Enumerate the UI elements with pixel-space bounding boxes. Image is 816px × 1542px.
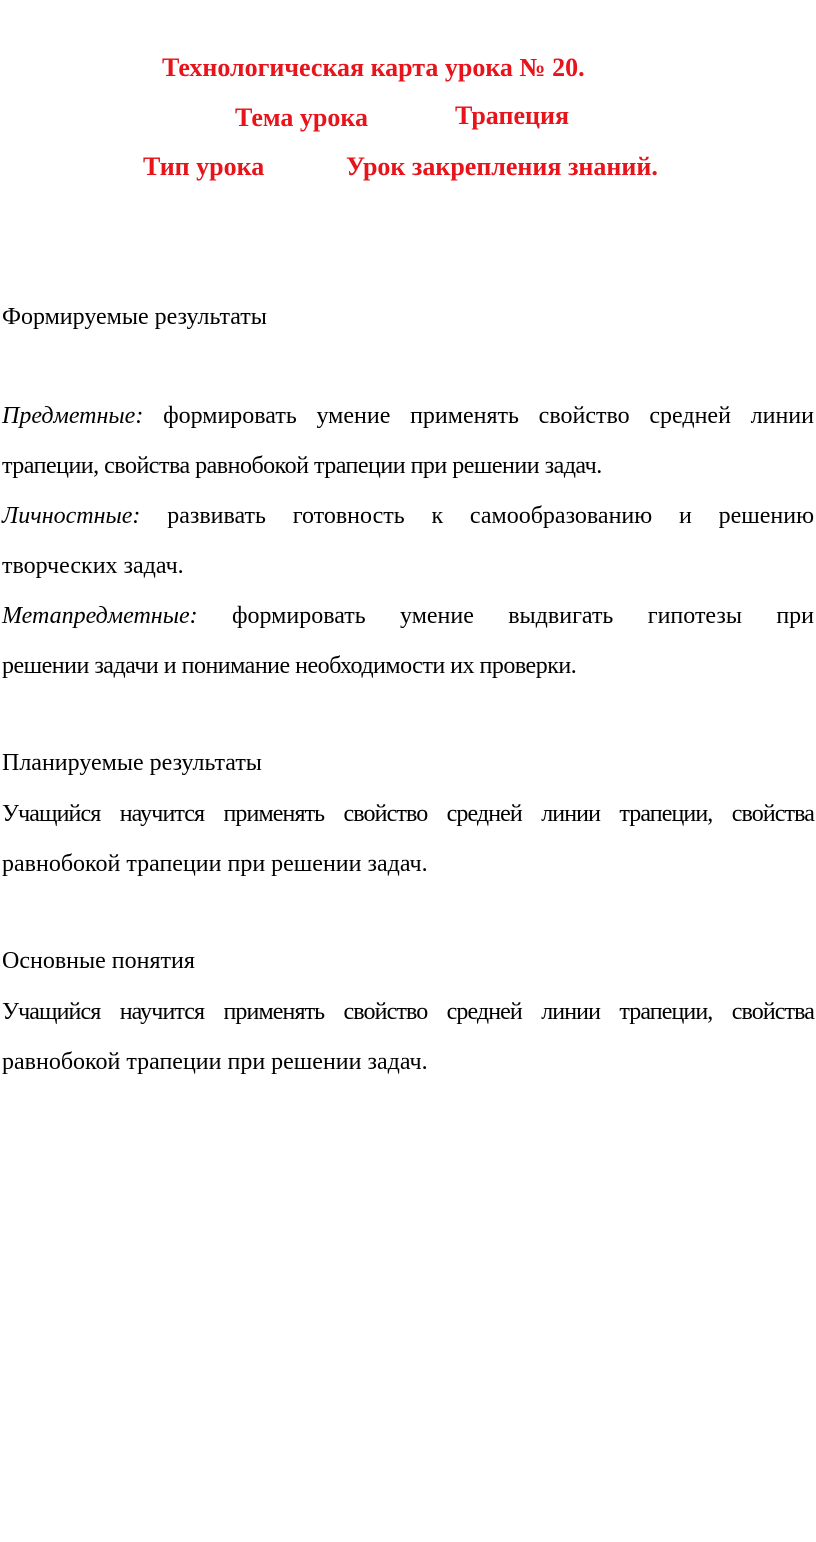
meta-results-text-2: решении задачи и понимание необходимости их проверки. [2,653,577,679]
personal-results-text-2: творческих задач. [2,553,184,579]
basic-concepts-text-1: Учащийся научится применять свойство средней линии трапеции, свойства [2,999,814,1025]
meta-results-paragraph [2,591,814,691]
lesson-type-value: Урок закрепления знаний. [346,152,658,181]
topic-value: Трапеция [455,101,570,130]
planned-results-text-1: Учащийся научится применять свойство средней линии трапеции, свойства [2,801,814,827]
subject-results-text-2: трапеции, свойства равнобокой трапеции при решении задач. [2,453,602,479]
planned-results-paragraph [2,789,814,889]
basic-concepts-text-2: равнобокой трапеции при решении задач. [2,1049,428,1075]
planned-results-heading: Планируемые результаты [2,750,262,776]
basic-concepts-heading: Основные понятия [2,948,195,974]
personal-results-label: Личностные: [2,503,141,529]
lesson-type-label: Тип урока [143,152,265,181]
personal-results-paragraph [2,491,814,591]
personal-results-line-1 [2,491,814,541]
planned-results-text-2: равнобокой трапеции при решении задач. [2,851,428,877]
subject-results-line-1 [2,391,814,441]
meta-results-text-1: формировать умение выдвигать гипотезы при [231,603,815,629]
basic-concepts-paragraph [2,987,814,1087]
subject-results-text-1: формировать умение применять свойство средней линии [163,403,814,429]
formed-results-heading: Формируемые результаты [2,304,267,330]
subject-results-label: Предметные: [2,403,144,429]
topic-label: Тема урока [235,103,368,132]
personal-results-text-1: развивать готовность к самообразованию и решению [167,503,814,529]
subject-results-paragraph [2,391,814,491]
meta-results-label: Метапредметные: [2,603,198,629]
meta-results-line-1 [2,591,814,641]
lesson-title: Технологическая карта урока № 20. [162,53,585,82]
